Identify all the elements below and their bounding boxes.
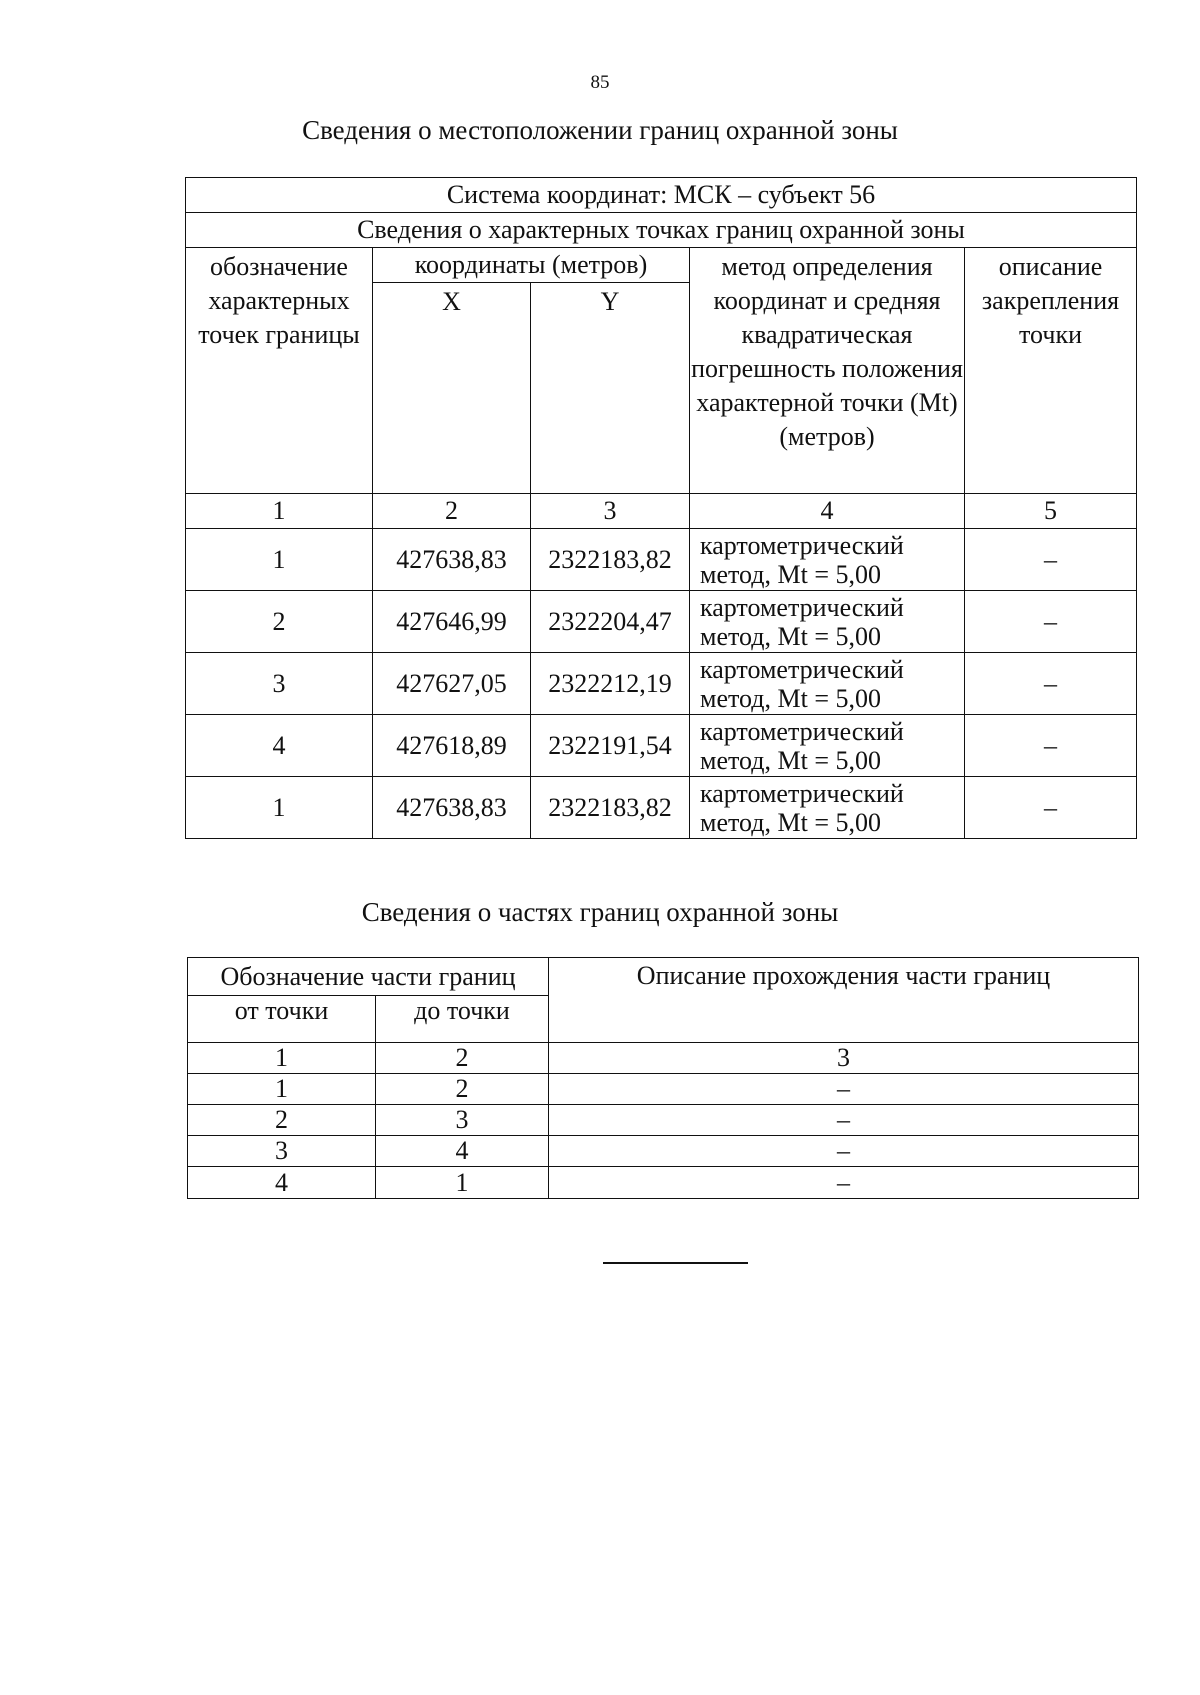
from-point: 3 xyxy=(188,1136,376,1167)
coord-y: 2322212,19 xyxy=(531,653,690,715)
point-id: 4 xyxy=(186,715,373,777)
header-to-point: до точки xyxy=(376,996,549,1043)
coord-x: 427627,05 xyxy=(373,653,531,715)
header-method: метод определения координат и средняя квадратическая погрешность положения характерной точки (Mt) (метров) xyxy=(690,248,965,494)
points-subtitle-cell: Сведения о характерных точках границ охранной зоны xyxy=(186,213,1137,248)
page-number: 85 xyxy=(590,72,610,93)
header-part-designation: Обозначение части границ xyxy=(188,958,549,996)
header-description: описание закрепления точки xyxy=(965,248,1137,494)
method-cell: картометрический метод, Mt = 5,00 xyxy=(690,777,965,839)
boundary-points-table xyxy=(185,177,1137,839)
to-point: 2 xyxy=(376,1074,549,1105)
to-point: 3 xyxy=(376,1105,549,1136)
table-row xyxy=(186,715,1137,777)
closing-divider xyxy=(603,1262,748,1264)
description-cell: – xyxy=(965,591,1137,653)
coord-y: 2322204,47 xyxy=(531,591,690,653)
coord-x: 427646,99 xyxy=(373,591,531,653)
from-point: 1 xyxy=(188,1074,376,1105)
header-point-designation: обозначение характерных точек границы xyxy=(186,248,373,494)
column-number: 3 xyxy=(531,494,690,529)
coord-x: 427618,89 xyxy=(373,715,531,777)
point-id: 2 xyxy=(186,591,373,653)
coord-y: 2322183,82 xyxy=(531,529,690,591)
table-row xyxy=(186,653,1137,715)
boundary-parts-table xyxy=(187,957,1139,1199)
coord-x: 427638,83 xyxy=(373,529,531,591)
coordinate-system-cell: Система координат: МСК – субъект 56 xyxy=(186,178,1137,213)
to-point: 4 xyxy=(376,1136,549,1167)
column-number-row xyxy=(186,494,1137,529)
table-row xyxy=(186,591,1137,653)
to-point: 1 xyxy=(376,1167,549,1199)
point-id: 1 xyxy=(186,529,373,591)
method-cell: картометрический метод, Mt = 5,00 xyxy=(690,529,965,591)
column-number: 3 xyxy=(549,1043,1139,1074)
coord-x: 427638,83 xyxy=(373,777,531,839)
part-description: – xyxy=(549,1105,1139,1136)
column-number: 4 xyxy=(690,494,965,529)
point-id: 3 xyxy=(186,653,373,715)
header-y: Y xyxy=(531,283,690,494)
column-number: 1 xyxy=(186,494,373,529)
section-title-boundary-parts: Сведения о частях границ охранной зоны xyxy=(361,897,839,927)
table-row xyxy=(188,1105,1139,1136)
section-title-boundary-location: Сведения о местоположении границ охранной зоны xyxy=(302,115,898,145)
table-header-row xyxy=(186,178,1137,213)
column-number: 1 xyxy=(188,1043,376,1074)
description-cell: – xyxy=(965,715,1137,777)
header-from-point: от точки xyxy=(188,996,376,1043)
coord-y: 2322191,54 xyxy=(531,715,690,777)
part-description: – xyxy=(549,1074,1139,1105)
header-x: X xyxy=(373,283,531,494)
header-part-description: Описание прохождения части границ xyxy=(549,958,1139,1043)
from-point: 4 xyxy=(188,1167,376,1199)
column-number: 5 xyxy=(965,494,1137,529)
coord-y: 2322183,82 xyxy=(531,777,690,839)
description-cell: – xyxy=(965,529,1137,591)
description-cell: – xyxy=(965,653,1137,715)
from-point: 2 xyxy=(188,1105,376,1136)
table-row xyxy=(188,1074,1139,1105)
table-row xyxy=(188,1167,1139,1199)
column-number: 2 xyxy=(373,494,531,529)
table-row xyxy=(186,529,1137,591)
table-row xyxy=(188,1136,1139,1167)
part-description: – xyxy=(549,1136,1139,1167)
table-header-row xyxy=(186,213,1137,248)
column-number-row xyxy=(188,1043,1139,1074)
column-number: 2 xyxy=(376,1043,549,1074)
method-cell: картометрический метод, Mt = 5,00 xyxy=(690,715,965,777)
part-description: – xyxy=(549,1167,1139,1199)
header-coordinates: координаты (метров) xyxy=(373,248,690,283)
description-cell: – xyxy=(965,777,1137,839)
method-cell: картометрический метод, Mt = 5,00 xyxy=(690,653,965,715)
table-header-row xyxy=(186,248,1137,283)
method-cell: картометрический метод, Mt = 5,00 xyxy=(690,591,965,653)
table-row xyxy=(186,777,1137,839)
table-header-row xyxy=(188,958,1139,996)
point-id: 1 xyxy=(186,777,373,839)
